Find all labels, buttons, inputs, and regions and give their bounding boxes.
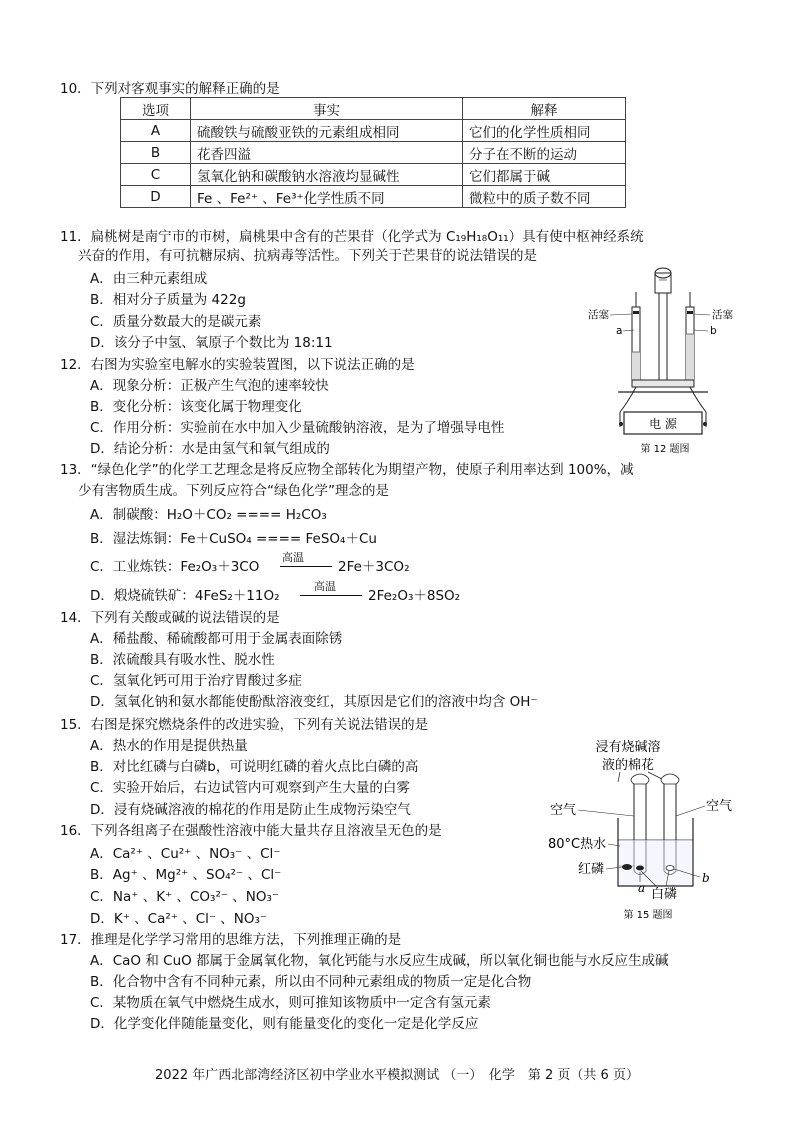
electrode-a-label: a bbox=[616, 325, 623, 337]
table-row bbox=[121, 164, 626, 186]
q13-stem-line2: 少有害物质生成。下列反应符合“绿色化学”理念的是 bbox=[78, 483, 389, 499]
q10-stem: 10．下列对客观事实的解释正确的是 bbox=[60, 81, 280, 97]
q16-stem: 16．下列各组离子在强酸性溶液中能大量共存且溶液呈无色的是 bbox=[60, 823, 442, 839]
table-row bbox=[121, 142, 626, 164]
header-fact: 事实 bbox=[191, 98, 463, 120]
q13-option-d-condition: 高温 bbox=[314, 580, 336, 593]
q12-option-a: A．现象分析：正极产生气泡的速率较快 bbox=[90, 378, 329, 394]
q11-option-d: D．该分子中氢、氧原子个数比为 18:11 bbox=[90, 335, 333, 351]
valve-label-right: 活塞 bbox=[712, 309, 733, 321]
q16-option-d: D．K⁺ 、Ca²⁺ 、Cl⁻ 、NO₃⁻ bbox=[90, 911, 268, 927]
q10-table bbox=[120, 97, 626, 208]
red-phosphorus-label: 红磷 bbox=[578, 862, 605, 877]
air-label-left: 空气 bbox=[550, 803, 577, 818]
q13-stem-line1: 13．“绿色化学”的化学工艺理念是将反应物全部转化为期望产物，使原子利用率达到 100%，减 bbox=[60, 462, 634, 478]
q14-option-d: D．氢氧化钠和氨水都能使酚酞溶液变红，其原因是它们的溶液中均含 OH⁻ bbox=[90, 694, 538, 710]
q11-stem-line1: 11．扁桃树是南宁市的市树，扁桃果中含有的芒果苷（化学式为 C₁₉H₁₈O₁₁）具有使中枢神经系统 bbox=[60, 229, 644, 245]
q14-option-c: C．氢氧化钙可用于治疗胃酸过多症 bbox=[90, 673, 302, 689]
q13-option-d bbox=[90, 587, 280, 605]
table-cell: A bbox=[121, 120, 191, 142]
table-cell: C bbox=[121, 164, 191, 186]
q15-option-b: B．对比红磷与白磷b，可说明红磷的着火点比白磷的高 bbox=[90, 759, 419, 775]
combustion-experiment-figure bbox=[548, 736, 738, 926]
figure-12-caption: 第 12 题图 bbox=[640, 444, 690, 455]
q12-option-b: B．变化分析：该变化属于物理变化 bbox=[90, 399, 302, 415]
page-footer: 2022 年广西北部湾经济区初中学业水平模拟测试 （一） 化学 第 2 页（共 6 页） bbox=[155, 1068, 639, 1083]
table-cell: B bbox=[121, 142, 191, 164]
q13-option-b: B．湿法炼铜：Fe＋CuSO₄ ==== FeSO₄＋Cu bbox=[90, 531, 377, 547]
q17-option-a: A．CaO 和 CuO 都属于金属氧化物，氧化钙能与水反应生成碱，所以氧化铜也能与水反应生成碱 bbox=[90, 953, 669, 969]
table-cell: 硫酸铁与硫酸亚铁的元素组成相同 bbox=[191, 120, 463, 142]
white-phosphorus-label: 白磷 bbox=[651, 887, 678, 902]
q16-option-a: A．Ca²⁺ 、Cu²⁺ 、NO₃⁻ 、Cl⁻ bbox=[90, 846, 281, 862]
q13-option-d-reaction-bar bbox=[300, 595, 362, 596]
q14-option-b: B．浓硫酸具有吸水性、脱水性 bbox=[90, 652, 275, 668]
q16-option-c: C．Na⁺ 、K⁺ 、CO₃²⁻ 、NO₃⁻ bbox=[90, 889, 280, 905]
q15-option-a: A．热水的作用是提供热量 bbox=[90, 738, 248, 754]
q13-option-a: A．制碳酸：H₂O＋CO₂ ==== H₂CO₃ bbox=[90, 507, 327, 523]
q17-option-c: C．某物质在氧气中燃烧生成水，则可推知该物质中一定含有氢元素 bbox=[90, 995, 491, 1011]
figure-15-caption: 第 15 题图 bbox=[623, 910, 673, 921]
table-header-row bbox=[121, 98, 626, 120]
q14-stem: 14．下列有关酸或碱的说法错误的是 bbox=[60, 610, 280, 626]
q11-stem-line2: 兴奋的作用，有可抗糖尿病、抗病毒等活性。下列关于芒果苷的说法错误的是 bbox=[78, 248, 537, 264]
q13-option-c-condition: 高温 bbox=[282, 551, 304, 564]
phosphorus-b-label: b bbox=[702, 871, 710, 885]
q13-option-c-reactants: C．工业炼铁：Fe₂O₃＋3CO bbox=[90, 559, 260, 575]
table-cell: D bbox=[121, 186, 191, 208]
q17-option-b: B．化合物中含有不同种元素，所以由不同种元素组成的物质一定是化合物 bbox=[90, 974, 532, 990]
phosphorus-a-label: a bbox=[638, 881, 646, 895]
header-option: 选项 bbox=[121, 98, 191, 120]
q15-stem: 15．右图是探究燃烧条件的改进实验，下列有关说法错误的是 bbox=[60, 717, 429, 733]
q12-option-c: C．作用分析：实验前在水中加入少量硫酸钠溶液，是为了增强导电性 bbox=[90, 420, 505, 436]
power-supply-label: 电 源 bbox=[649, 417, 677, 431]
hot-water-label: 80°C热水 bbox=[548, 837, 607, 852]
q15-option-c: C．实验开始后，右边试管内可观察到产生大量的白雾 bbox=[90, 780, 410, 796]
table-cell: 分子在不断的运动 bbox=[463, 142, 626, 164]
electrolysis-apparatus-figure bbox=[588, 262, 738, 460]
table-row bbox=[121, 120, 626, 142]
q11-option-c: C．质量分数最大的是碳元素 bbox=[90, 314, 262, 330]
table-cell: Fe 、Fe²⁺ 、Fe³⁺化学性质不同 bbox=[191, 186, 463, 208]
q12-stem: 12．右图为实验室电解水的实验装置图，以下说法正确的是 bbox=[60, 357, 415, 373]
q13-option-c bbox=[90, 558, 259, 576]
table-cell: 氢氧化钠和碳酸钠水溶液均显碱性 bbox=[191, 164, 463, 186]
q13-option-c-products: 2Fe＋3CO₂ bbox=[338, 559, 410, 575]
q15-option-d: D．浸有烧碱溶液的棉花的作用是防止生成物污染空气 bbox=[90, 802, 411, 818]
q13-option-c-reaction-bar bbox=[280, 566, 332, 567]
header-explanation: 解释 bbox=[463, 98, 626, 120]
q14-option-a: A．稀盐酸、稀硫酸都可用于金属表面除锈 bbox=[90, 631, 343, 647]
table-cell: 它们的化学性质相同 bbox=[463, 120, 626, 142]
table-cell: 微粒中的质子数不同 bbox=[463, 186, 626, 208]
q11-option-a: A．由三种元素组成 bbox=[90, 271, 208, 287]
q11-option-b: B．相对分子质量为 422g bbox=[90, 292, 246, 308]
q17-stem: 17．推理是化学学习常用的思维方法，下列推理正确的是 bbox=[60, 932, 402, 948]
table-cell: 它们都属于碱 bbox=[463, 164, 626, 186]
air-label-right: 空气 bbox=[706, 799, 733, 814]
table-row bbox=[121, 186, 626, 208]
electrode-b-label: b bbox=[710, 325, 717, 337]
q17-option-d: D．化学变化伴随能量变化，则有能量变化的变化一定是化学反应 bbox=[90, 1016, 479, 1032]
valve-label-left: 活塞 bbox=[588, 309, 609, 321]
q13-option-d-products: 2Fe₂O₃＋8SO₂ bbox=[368, 588, 461, 604]
cotton-label-line2: 液的棉花 bbox=[601, 758, 655, 773]
q12-option-d: D．结论分析：水是由氢气和氧气组成的 bbox=[90, 441, 330, 457]
q16-option-b: B．Ag⁺ 、Mg²⁺ 、SO₄²⁻ 、Cl⁻ bbox=[90, 867, 282, 883]
q13-option-d-reactants: D．煅烧硫铁矿：4FeS₂＋11O₂ bbox=[90, 588, 280, 604]
table-cell: 花香四溢 bbox=[191, 142, 463, 164]
cotton-label-line1: 浸有烧碱溶 bbox=[595, 740, 661, 755]
